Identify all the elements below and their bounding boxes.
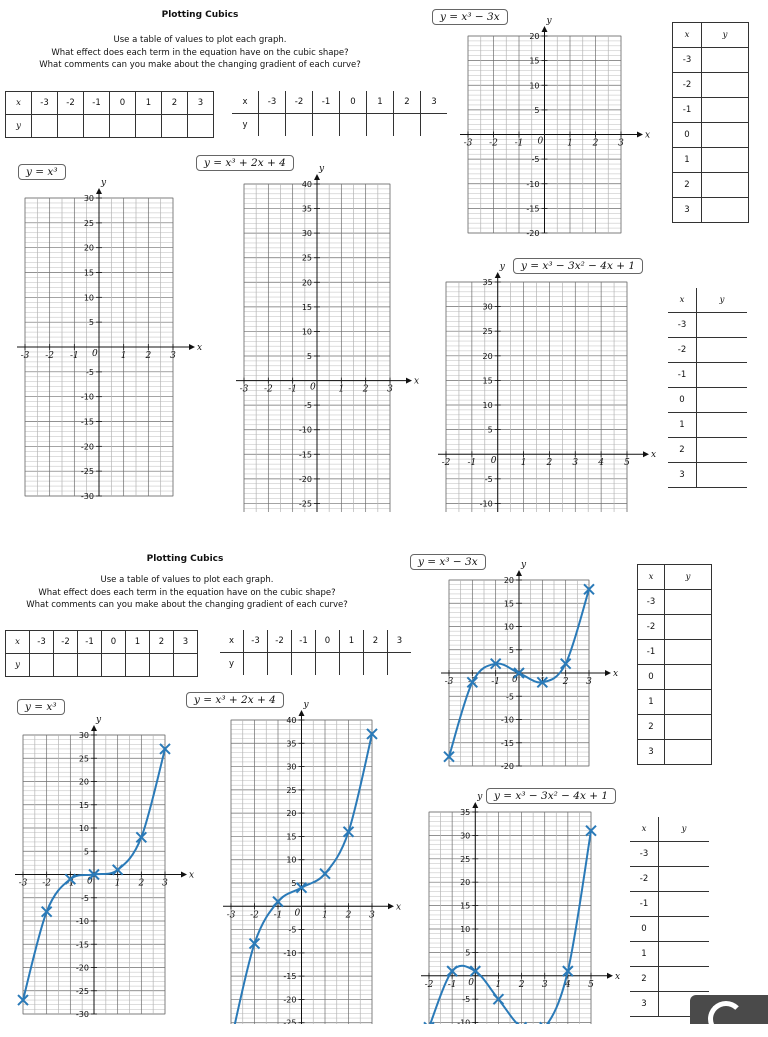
table-header-x: x (668, 288, 697, 313)
y-tick-label: 5 (306, 352, 312, 361)
y-tick-label: -5 (506, 692, 514, 702)
origin-label: 0 (468, 977, 475, 988)
equation-label-g4: y = x³ − 3x² − 4x + 1 (486, 788, 616, 804)
x-axis-label: x (189, 870, 195, 881)
table-cell: 3 (174, 631, 198, 654)
y-tick-label: 20 (529, 32, 540, 41)
y-tick-label: 5 (487, 425, 493, 435)
x-tick-label: -2 (42, 878, 52, 889)
table-cell: -2 (668, 338, 697, 363)
x-tick-label: 2 (546, 458, 553, 469)
table-cell: -2 (286, 91, 313, 114)
y-tick-label: 40 (301, 180, 312, 189)
table-cell: -3 (638, 590, 665, 615)
x-tick-label: -3 (239, 384, 249, 395)
table-cell: 3 (638, 740, 665, 765)
table-header-y: y (659, 817, 710, 842)
y-tick-label: -20 (526, 229, 540, 238)
y-tick-label: -20 (75, 963, 89, 973)
page-title: Plotting Cubics (146, 554, 224, 564)
x-axis-label: x (197, 343, 203, 353)
origin-label: 0 (512, 675, 518, 685)
y-tick-label: 15 (529, 56, 540, 66)
y-tick-label: -25 (80, 467, 94, 477)
table-cell: -3 (259, 91, 286, 114)
y-tick-label: 10 (301, 327, 312, 337)
instruction-line: Use a table of values to plot each graph. (113, 35, 287, 45)
x-tick-label: -1 (514, 138, 524, 149)
x-axis-label: x (651, 450, 657, 461)
y-tick-label: 20 (286, 809, 297, 819)
y-tick-label: 5 (291, 879, 297, 888)
y-tick-label: 10 (286, 855, 297, 865)
x-tick-label: -3 (18, 878, 28, 889)
y-tick-label: 20 (460, 878, 471, 888)
y-tick-label: 30 (83, 194, 94, 203)
table-cell: 3 (668, 463, 697, 488)
x-tick-label: 3 (572, 458, 579, 469)
x-tick-label: 4 (598, 458, 605, 469)
y-tick-label: 30 (286, 762, 297, 772)
origin-label: 0 (294, 908, 301, 919)
brand-logo (690, 995, 768, 1024)
y-axis-label: y (521, 560, 527, 570)
table-cell: 2 (150, 631, 174, 654)
y-tick-label: 5 (508, 645, 514, 655)
y-tick-label: 20 (503, 576, 514, 585)
x-axis-label: x (645, 130, 651, 141)
table-cell: -2 (268, 630, 292, 653)
x-tick-label: 5 (624, 458, 630, 469)
y-tick-label: 30 (301, 229, 312, 239)
x-tick-label: 1 (114, 878, 121, 889)
graph-g4 (0, 0, 768, 512)
y-tick-label: 15 (460, 901, 471, 911)
table-cell: 1 (126, 631, 150, 654)
table-cell: -1 (630, 892, 659, 917)
y-tick-label: 10 (460, 925, 471, 934)
y-tick-label: -5 (81, 893, 89, 903)
y-tick-label: -30 (75, 1010, 89, 1019)
y-tick-label: 10 (529, 81, 540, 91)
y-tick-label: 35 (301, 204, 312, 214)
x-tick-label: 3 (369, 910, 375, 921)
y-axis-arrow (472, 802, 478, 808)
table-header-y: y (232, 114, 259, 137)
table-cell: 1 (673, 148, 702, 173)
table-cell: 0 (102, 631, 126, 654)
x-tick-label: -1 (65, 878, 75, 889)
table-cell: -3 (32, 92, 58, 115)
table-cell: -1 (313, 91, 340, 114)
table-cell: -1 (668, 363, 697, 388)
instruction-line: What comments can you make about the changing gradient of each curve? (39, 60, 361, 70)
x-tick-label: 2 (145, 351, 152, 361)
y-tick-label: -10 (298, 425, 312, 435)
x-tick-label: -1 (491, 677, 501, 687)
x-tick-label: 3 (586, 677, 592, 687)
x-tick-label: -2 (489, 138, 498, 149)
table-cell: 1 (638, 690, 665, 715)
x-tick-label: 3 (387, 384, 393, 395)
table-cell: 3 (630, 992, 659, 1017)
y-tick-label: 10 (78, 824, 89, 833)
y-tick-label: 30 (482, 302, 493, 312)
table-cell: -3 (630, 842, 659, 867)
y-tick-label: -25 (75, 986, 89, 996)
table-cell: 0 (668, 388, 697, 413)
x-tick-label: -2 (467, 677, 477, 687)
y-axis-label: y (96, 715, 102, 725)
x-tick-label: 1 (520, 458, 527, 469)
table-header-x: x (6, 631, 30, 654)
y-tick-label: 20 (482, 351, 493, 361)
table-header-y: y (665, 565, 712, 590)
x-tick-label: 1 (338, 384, 345, 395)
table-cell: 3 (421, 91, 448, 114)
x-tick-label: 5 (588, 979, 594, 990)
table-cell: -2 (638, 615, 665, 640)
y-tick-label: 25 (460, 854, 471, 864)
table-cell: 2 (394, 91, 421, 114)
y-tick-label: 10 (83, 293, 94, 303)
y-tick-label: 15 (503, 599, 514, 609)
y-tick-label: -20 (500, 762, 514, 771)
x-tick-label: 2 (518, 979, 525, 990)
equation-label-g2: y = x³ + 2x + 4 (196, 155, 294, 171)
y-tick-label: 35 (482, 278, 493, 287)
y-tick-label: 15 (286, 832, 297, 842)
y-tick-label: -10 (457, 1018, 471, 1028)
table-header-x: x (232, 91, 259, 114)
x-tick-label: -3 (226, 910, 236, 921)
instruction-line: What comments can you make about the changing gradient of each curve? (26, 600, 348, 610)
x-tick-label: -1 (467, 458, 477, 469)
y-axis-label: y (319, 164, 325, 174)
table-cell: 1 (136, 92, 162, 115)
table-cell: -2 (54, 631, 78, 654)
x-tick-label: -3 (20, 351, 30, 361)
x-tick-label: -1 (273, 910, 283, 921)
x-axis-label: x (615, 971, 621, 982)
x-tick-label: 4 (564, 979, 571, 990)
y-tick-label: -5 (288, 925, 297, 935)
x-tick-label: 2 (138, 878, 145, 889)
equation-label-g2: y = x³ + 2x + 4 (186, 692, 284, 708)
table-cell: 2 (673, 173, 702, 198)
y-tick-label: 15 (83, 268, 94, 278)
equation-label-g4: y = x³ − 3x² − 4x + 1 (513, 258, 643, 274)
y-tick-label: -15 (80, 417, 94, 427)
y-tick-label: 15 (482, 376, 493, 386)
x-tick-label: 3 (541, 979, 548, 990)
y-tick-label: 20 (83, 243, 94, 253)
x-tick-label: 2 (562, 677, 569, 687)
equation-label-g3: y = x³ − 3x (410, 554, 486, 570)
graph-g4-plotted (0, 512, 768, 1028)
y-tick-label: -5 (304, 401, 312, 411)
y-tick-label: -25 (298, 499, 312, 509)
y-axis-label: y (499, 262, 505, 272)
table-cell: 0 (638, 665, 665, 690)
x-tick-label: -2 (424, 979, 434, 990)
origin-label: 0 (310, 382, 316, 393)
equation-label-g3: y = x³ − 3x (432, 9, 508, 25)
table-cell: 0 (673, 123, 702, 148)
y-tick-label: -5 (86, 367, 94, 377)
table-cell: -3 (244, 630, 268, 653)
y-tick-label: -5 (531, 155, 540, 165)
table-header-y: y (697, 288, 748, 313)
y-axis-label: y (303, 700, 309, 710)
x-tick-label: 1 (539, 677, 546, 687)
y-tick-label: -10 (526, 179, 540, 189)
y-tick-label: 25 (301, 253, 312, 263)
table-header-x: x (638, 565, 665, 590)
x-axis-label: x (613, 669, 619, 679)
table-cell: 2 (162, 92, 188, 115)
table-cell: 0 (316, 630, 340, 653)
origin-label: 0 (490, 456, 497, 467)
table-header-x: x (673, 23, 702, 48)
x-tick-label: -2 (250, 910, 259, 921)
table-cell: -2 (58, 92, 84, 115)
x-tick-label: 1 (495, 979, 502, 990)
table-header-y: y (6, 115, 32, 138)
table-cell: 2 (630, 967, 659, 992)
y-tick-label: 20 (301, 278, 312, 288)
y-tick-label: -15 (298, 450, 312, 460)
y-axis-arrow (495, 272, 501, 278)
y-tick-label: 35 (460, 808, 471, 817)
x-tick-label: -1 (288, 384, 298, 395)
y-tick-label: -20 (283, 995, 297, 1005)
y-tick-label: -20 (80, 442, 94, 452)
table-cell: -1 (78, 631, 102, 654)
table-header-x: x (630, 817, 659, 842)
y-tick-label: 15 (78, 800, 89, 810)
instruction-line: What effect does each term in the equation have on the cubic shape? (38, 587, 336, 598)
y-tick-label: -10 (500, 715, 514, 725)
table-cell: -2 (673, 73, 702, 98)
y-tick-label: -30 (80, 492, 94, 501)
page-title: Plotting Cubics (161, 10, 239, 20)
table-cell: 3 (673, 198, 702, 223)
table-cell: -1 (84, 92, 110, 115)
worksheet-blank (0, 0, 768, 512)
x-tick-label: -1 (69, 351, 79, 361)
y-tick-label: 10 (503, 622, 514, 632)
y-tick-label: 10 (482, 401, 493, 410)
y-tick-label: 30 (78, 731, 89, 740)
y-tick-label: 40 (286, 716, 297, 725)
x-tick-label: -3 (444, 677, 454, 687)
y-tick-label: -25 (283, 1018, 297, 1028)
y-tick-label: 25 (286, 785, 297, 795)
logo-icon (708, 1001, 744, 1037)
origin-label: 0 (92, 349, 98, 359)
table-cell: -1 (673, 98, 702, 123)
y-tick-label: 35 (286, 739, 297, 749)
x-tick-label: -2 (45, 351, 55, 361)
y-axis-label: y (477, 792, 483, 802)
x-tick-label: 3 (162, 878, 168, 889)
x-tick-label: -1 (447, 979, 457, 990)
y-axis-label: y (546, 16, 552, 26)
equation-label-g1: y = x³ (17, 699, 65, 715)
table-cell: 2 (668, 438, 697, 463)
y-tick-label: -5 (462, 995, 471, 1005)
origin-label: 0 (537, 136, 544, 147)
y-tick-label: 5 (465, 948, 471, 958)
y-tick-label: 15 (301, 302, 312, 312)
y-tick-label: -15 (500, 738, 514, 748)
y-tick-label: -15 (75, 940, 89, 950)
table-cell: 1 (367, 91, 394, 114)
y-tick-label: 25 (78, 754, 89, 764)
x-axis-arrow (643, 451, 649, 457)
table-cell: -1 (292, 630, 316, 653)
instruction-line: What effect does each term in the equation have on the cubic shape? (51, 47, 349, 58)
table-cell: -3 (30, 631, 54, 654)
y-tick-label: 25 (482, 327, 493, 337)
worksheet-completed (0, 512, 768, 1028)
x-tick-label: 2 (362, 384, 369, 395)
y-tick-label: 25 (83, 218, 94, 228)
y-tick-label: -5 (484, 474, 493, 484)
y-tick-label: -10 (283, 948, 297, 958)
y-tick-label: -15 (283, 972, 297, 982)
table-header-y: y (220, 653, 244, 676)
table-cell: 0 (630, 917, 659, 942)
x-axis-label: x (396, 902, 402, 913)
table-header-y: y (6, 654, 30, 677)
table-cell: -3 (668, 313, 697, 338)
x-tick-label: 1 (567, 138, 573, 149)
x-tick-label: -2 (263, 384, 273, 395)
x-tick-label: 3 (618, 138, 624, 149)
x-tick-label: 3 (170, 351, 176, 361)
y-tick-label: 5 (83, 847, 89, 857)
y-tick-label: -10 (479, 499, 493, 509)
table-cell: 1 (668, 413, 697, 438)
x-axis-arrow (607, 973, 613, 979)
y-axis-label: y (101, 178, 107, 188)
y-tick-label: -10 (80, 392, 94, 402)
y-tick-label: 5 (88, 318, 94, 328)
y-tick-label: -20 (298, 474, 312, 484)
x-tick-label: -3 (463, 138, 473, 149)
table-cell: 1 (630, 942, 659, 967)
table-cell: -2 (630, 867, 659, 892)
table-header-x: x (220, 630, 244, 653)
y-tick-label: -15 (526, 204, 540, 214)
table-header-y: y (702, 23, 749, 48)
table-cell: -1 (638, 640, 665, 665)
table-header-x: x (6, 92, 32, 115)
y-tick-label: 5 (534, 105, 540, 115)
table-cell: 2 (638, 715, 665, 740)
x-tick-label: -2 (441, 458, 451, 469)
y-tick-label: 30 (460, 831, 471, 841)
x-tick-label: 1 (120, 351, 127, 361)
table-cell: 3 (188, 92, 214, 115)
table-cell: 1 (340, 630, 364, 653)
y-tick-label: 20 (78, 777, 89, 787)
table-cell: 0 (340, 91, 367, 114)
origin-label: 0 (87, 876, 93, 887)
x-tick-label: 1 (322, 910, 328, 921)
table-cell: -3 (673, 48, 702, 73)
x-axis-label: x (414, 376, 420, 387)
equation-label-g1: y = x³ (18, 164, 66, 180)
table-cell: 3 (388, 630, 412, 653)
table-cell: 2 (364, 630, 388, 653)
instruction-line: Use a table of values to plot each graph. (100, 575, 274, 585)
table-cell: 0 (110, 92, 136, 115)
y-tick-label: -10 (75, 917, 89, 926)
x-tick-label: 2 (345, 910, 352, 921)
x-tick-label: 2 (592, 138, 599, 149)
